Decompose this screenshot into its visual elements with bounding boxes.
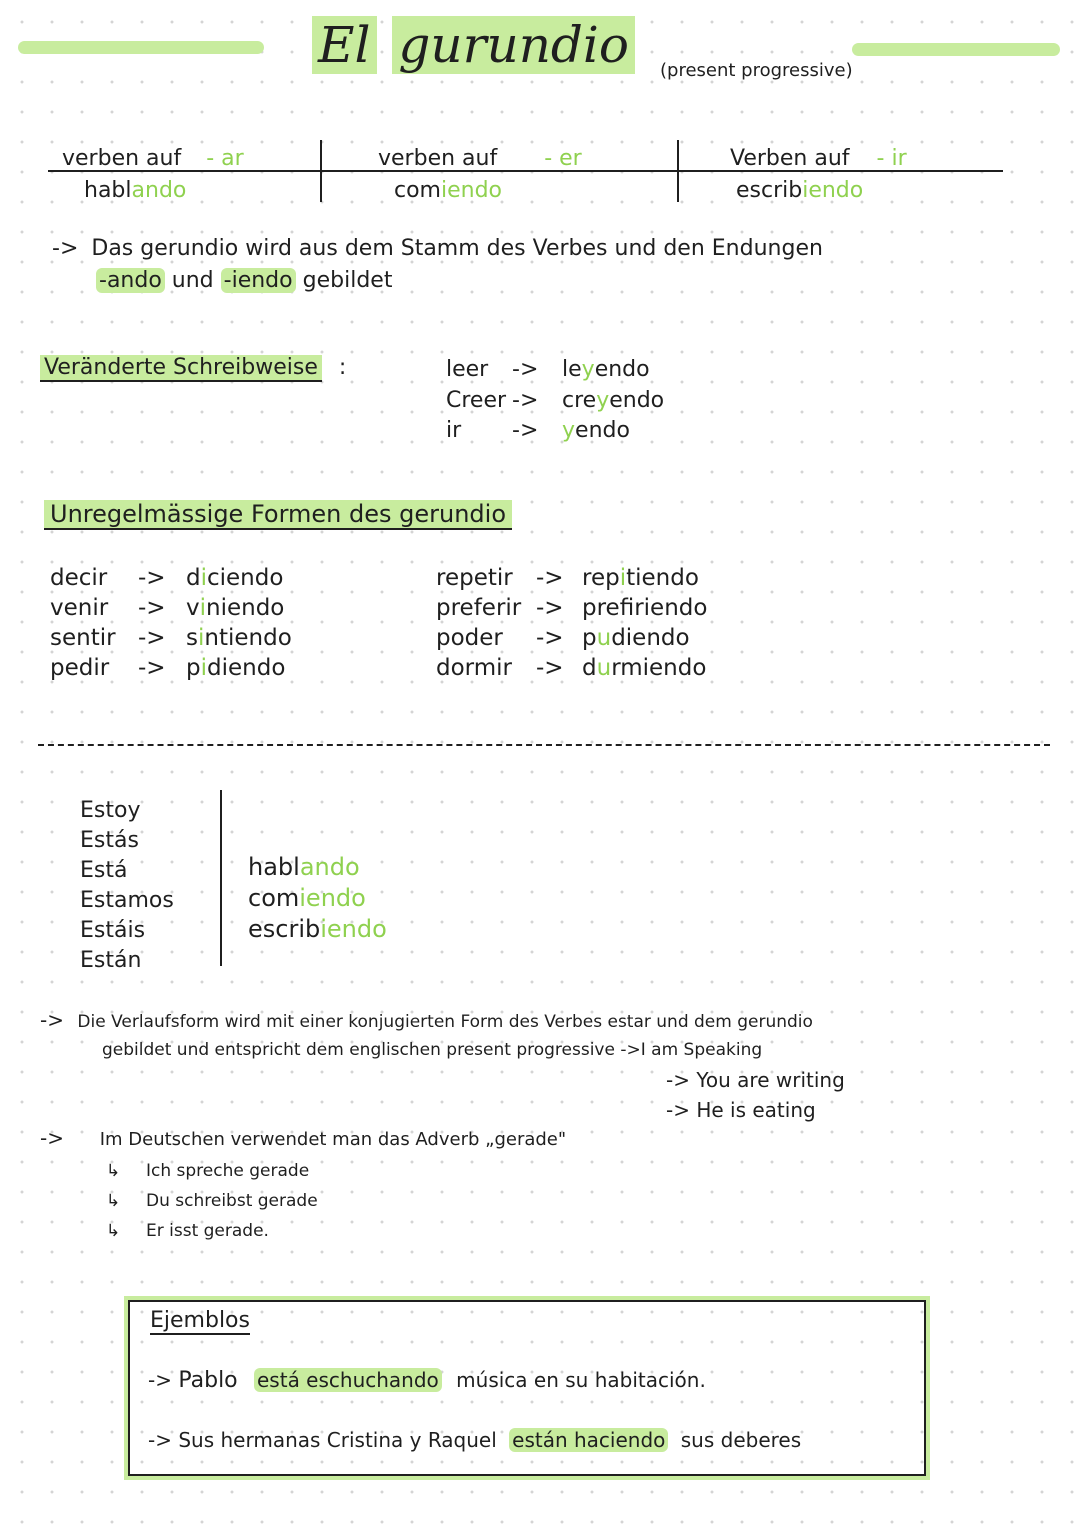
irregular-pre: p <box>186 655 201 681</box>
verlaufsform-line1 <box>40 1008 813 1032</box>
list-item <box>106 1216 318 1246</box>
spelling-verb: ir <box>446 418 462 443</box>
irregular-post: ntiendo <box>204 625 292 651</box>
estar-form: Estás <box>80 828 139 853</box>
deutsch-intro <box>40 1126 566 1150</box>
irregular-highlight: i <box>200 655 207 681</box>
irregular-verb: dormir <box>436 655 512 681</box>
spelling-post: endo <box>594 357 650 382</box>
irregular-left-list <box>50 563 292 683</box>
ending-ar-suffix: - ar <box>206 146 244 171</box>
estar-divider <box>220 790 222 966</box>
arrow-icon: -> <box>40 1008 64 1032</box>
rule-note-line2 <box>96 268 392 293</box>
spelling-verb: leer <box>446 357 489 382</box>
irregular-verb: preferir <box>436 595 522 621</box>
ending-er-suffix: - er <box>544 146 582 171</box>
spelling-pre: le <box>562 357 582 382</box>
ending-ar-heading <box>62 146 244 171</box>
estar-forms <box>80 796 174 976</box>
arrow-icon: -> <box>148 1428 172 1452</box>
spelling-pre: cre <box>562 388 597 413</box>
arrow-icon: -> <box>40 1126 64 1150</box>
gerund-ending: iendo <box>299 884 366 912</box>
list-item <box>436 593 707 623</box>
arrow-icon: -> <box>52 236 79 261</box>
arrow-icon: -> <box>138 625 166 651</box>
list-item <box>106 1186 318 1216</box>
examples-heading-text: Ejemblos <box>150 1308 250 1333</box>
deutsch-intro-text: Im Deutschen verwendet man das Adverb „gerade" <box>99 1129 567 1150</box>
arrow-icon: -> <box>512 357 539 382</box>
arrow-icon: -> <box>536 655 564 681</box>
rule-note-text: Das gerundio wird aus dem Stamm des Verbes und den Endungen <box>91 236 823 261</box>
irregular-post: rmiendo <box>611 655 707 681</box>
arrow-icon: -> <box>512 388 539 413</box>
spelling-verb: Creer <box>446 388 507 413</box>
list-item <box>106 1156 318 1186</box>
example-post: sus deberes <box>680 1428 802 1452</box>
list-item <box>436 653 707 683</box>
arrow-icon: -> <box>512 418 539 443</box>
spelling-highlight: y <box>562 418 576 443</box>
arrow-icon: -> <box>536 595 564 621</box>
irregular-pre: d <box>186 565 201 591</box>
irregular-highlight: u <box>596 655 612 681</box>
spelling-heading <box>40 355 346 380</box>
rule-ending-ando: -ando <box>96 268 165 293</box>
irregular-highlight: i <box>200 565 207 591</box>
list-item <box>436 563 707 593</box>
irregular-verb: venir <box>50 595 109 621</box>
estar-form: Están <box>80 948 142 973</box>
ending-er-ending: iendo <box>441 178 503 203</box>
ending-ir-example <box>736 178 863 203</box>
verlaufsform-line3: -> You are writing <box>666 1068 845 1092</box>
irregular-post: diendo <box>207 655 286 681</box>
ending-er-label: verben auf <box>378 146 498 171</box>
gerund-stem: com <box>248 884 300 912</box>
spelling-row <box>446 357 650 382</box>
ending-ir-stem: escrib <box>736 178 803 203</box>
ending-ar-label: verben auf <box>62 146 182 171</box>
example-pre: Sus hermanas Cristina y Raquel <box>178 1428 497 1452</box>
title-subtitle: (present progressive) <box>660 60 853 81</box>
irregular-heading <box>44 500 512 528</box>
verlaufsform-line2 <box>102 1040 762 1060</box>
irregular-pre: v <box>186 595 200 621</box>
title-bar-right <box>852 43 1060 56</box>
gerund-stem: escrib <box>248 915 321 943</box>
spelling-heading-text: Veränderte Schreibweise <box>40 355 322 382</box>
irregular-verb: decir <box>50 565 108 591</box>
title-word: gurundio <box>392 16 635 74</box>
ending-ir-ending: iendo <box>802 178 864 203</box>
list-item <box>436 623 707 653</box>
spelling-row <box>446 418 630 443</box>
spelling-highlight: y <box>581 357 595 382</box>
list-item <box>50 563 292 593</box>
spelling-highlight: y <box>596 388 610 413</box>
estar-form: Estáis <box>80 918 146 943</box>
page-title <box>312 10 635 80</box>
arrow-icon: -> <box>536 625 564 651</box>
spelling-post: endo <box>609 388 665 413</box>
gerund-item <box>248 852 387 883</box>
irregular-heading-text: Unregelmässige Formen des gerundio <box>44 500 512 530</box>
deutsch-example: Du schreibst gerade <box>146 1191 318 1211</box>
irregular-verb: poder <box>436 625 503 651</box>
arrow-icon: -> <box>536 565 564 591</box>
irregular-pre: rep <box>582 565 620 591</box>
irregular-pre: d <box>582 655 597 681</box>
return-arrow-icon: ↳ <box>106 1161 121 1181</box>
arrow-icon: -> <box>148 1368 172 1392</box>
endings-divider-1 <box>320 140 322 202</box>
gerund-stem: habl <box>248 853 300 881</box>
estar-form: Está <box>80 858 128 883</box>
rule-ending-iendo: -iendo <box>221 268 296 293</box>
ending-ar-ending: ando <box>131 178 187 203</box>
irregular-highlight: u <box>596 625 612 651</box>
spelling-post: endo <box>575 418 630 443</box>
estar-form: Estoy <box>80 798 141 823</box>
deutsch-example: Er isst gerade. <box>146 1221 269 1241</box>
example-sentence-1 <box>148 1368 706 1393</box>
rule-und: und <box>171 268 214 293</box>
irregular-post: ciendo <box>207 565 284 591</box>
irregular-verb: repetir <box>436 565 513 591</box>
endings-divider-2 <box>677 140 679 202</box>
example-highlight: están haciendo <box>509 1428 668 1452</box>
ending-er-heading <box>378 146 582 171</box>
verlaufsform-line4: -> He is eating <box>666 1098 816 1122</box>
irregular-pre: p <box>582 625 597 651</box>
spelling-colon: : <box>338 355 347 380</box>
estar-gerunds <box>248 852 387 945</box>
irregular-highlight: i <box>197 625 205 651</box>
irregular-post: tiendo <box>626 565 699 591</box>
ending-ar-stem: habl <box>84 178 132 203</box>
section-divider <box>38 744 1050 746</box>
ending-ir-suffix: - ir <box>876 146 907 171</box>
title-article: El <box>312 16 377 74</box>
examples-heading <box>150 1308 250 1333</box>
ending-er-example <box>394 178 502 203</box>
example-sentence-2 <box>148 1428 801 1452</box>
gerund-ending: iendo <box>320 915 387 943</box>
irregular-highlight: i <box>619 565 627 591</box>
irregular-post: riendo <box>634 595 708 621</box>
arrow-icon: -> <box>138 655 166 681</box>
ending-ir-heading <box>730 146 907 171</box>
rule-note-line1 <box>52 236 823 261</box>
return-arrow-icon: ↳ <box>106 1191 121 1211</box>
return-arrow-icon: ↳ <box>106 1221 121 1241</box>
irregular-post: diendo <box>611 625 690 651</box>
verlaufsform-text: Die Verlaufsform wird mit einer konjugierten Form des Verbes estar und dem gerundio <box>77 1012 813 1032</box>
irregular-verb: pedir <box>50 655 110 681</box>
estar-form: Estamos <box>80 888 174 913</box>
rule-rest: gebildet <box>302 268 393 293</box>
list-item <box>50 593 292 623</box>
title-bar-left <box>18 41 264 54</box>
gerund-item <box>248 914 387 945</box>
irregular-pre: s <box>186 625 198 651</box>
list-item <box>50 623 292 653</box>
deutsch-examples <box>106 1156 318 1246</box>
ending-ir-label: Verben auf <box>730 146 850 171</box>
example-pre: Pablo <box>178 1368 238 1393</box>
irregular-pre: pref <box>582 595 635 621</box>
deutsch-example: Ich spreche gerade <box>146 1161 310 1181</box>
ending-er-stem: com <box>394 178 441 203</box>
example-highlight: está eschuchando <box>254 1368 442 1392</box>
arrow-icon: -> <box>138 595 166 621</box>
gerund-ending: ando <box>299 853 360 881</box>
irregular-verb: sentir <box>50 625 116 651</box>
irregular-post: niendo <box>206 595 285 621</box>
example-post: música en su habitación. <box>456 1368 706 1392</box>
list-item <box>50 653 292 683</box>
gerund-item <box>248 883 387 914</box>
verlaufsform-text: gebildet und entspricht dem englischen present progressive ->I am Speaking <box>102 1040 763 1060</box>
spelling-row <box>446 388 664 413</box>
irregular-right-list <box>436 563 707 683</box>
arrow-icon: -> <box>138 565 166 591</box>
irregular-highlight: i <box>199 595 207 621</box>
ending-ar-example <box>84 178 186 203</box>
